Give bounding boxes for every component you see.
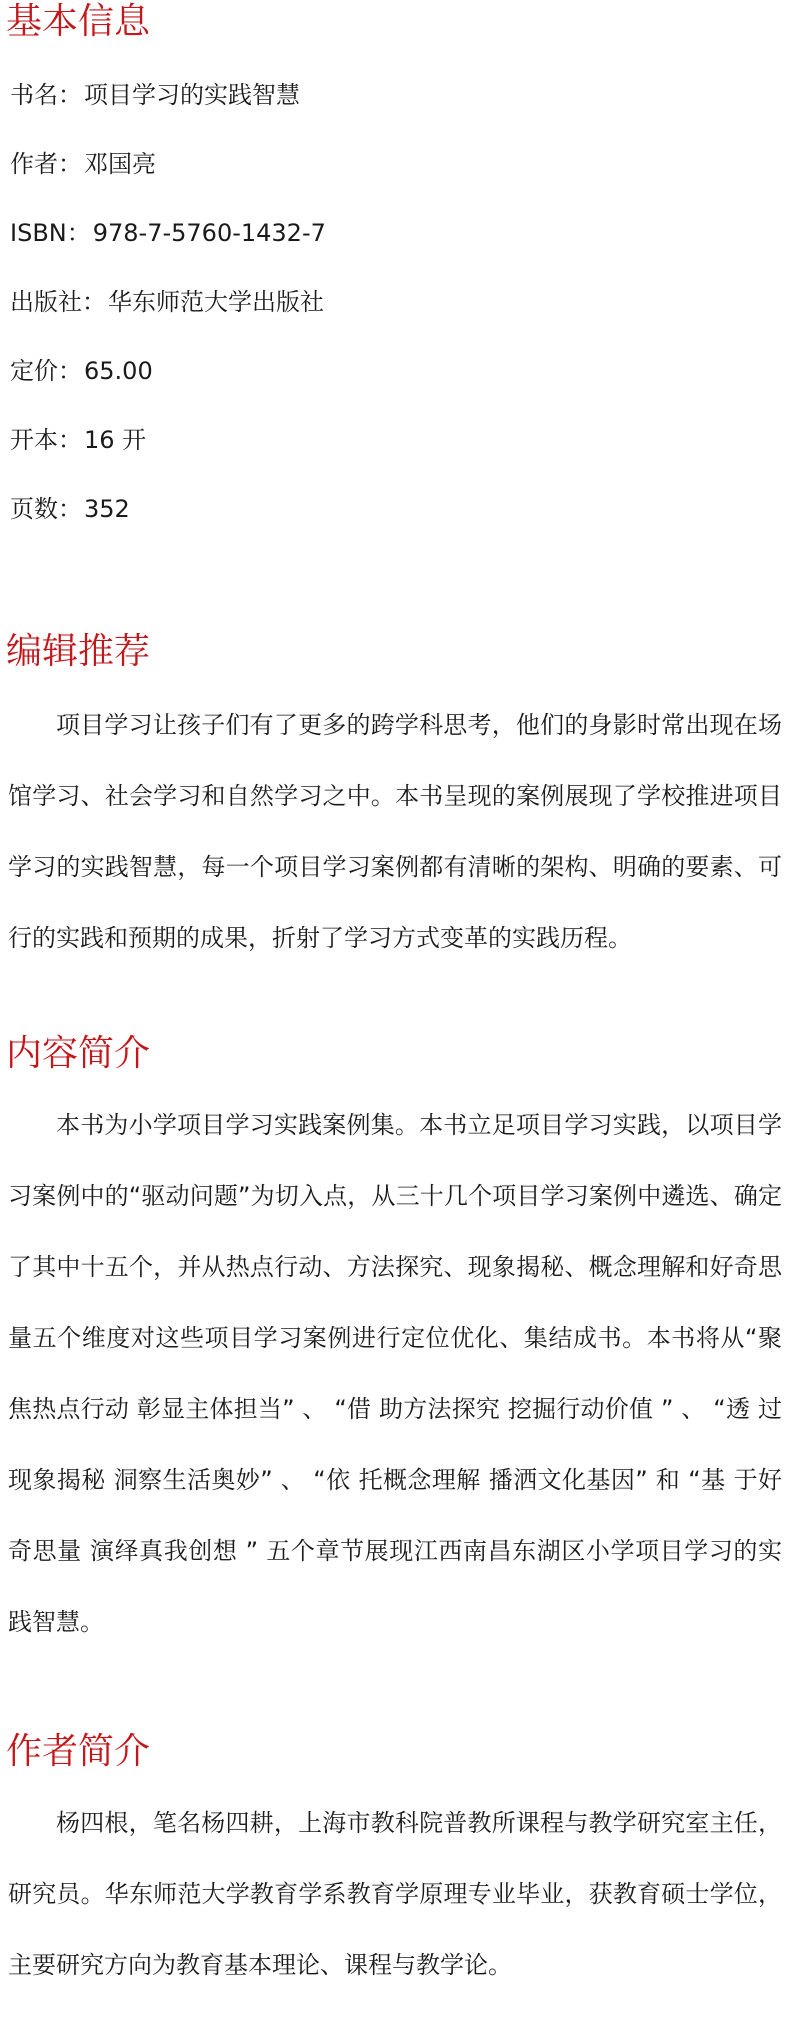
info-isbn-value: 978-7-5760-1432-7 — [92, 219, 326, 247]
author-intro-heading: 作者简介 — [6, 1731, 151, 1772]
info-author-label: 作者： — [10, 150, 82, 178]
info-title-line — [10, 80, 300, 110]
info-price-line — [10, 356, 153, 386]
editor-recommend-text: 项目学习让孩子们有了更多的跨学科思考，他们的身影时常出现在场馆学习、社会学习和自然学习之中。本书呈现的案例展现了学校推进项目学习的实践智慧，每一个项目学习案例都有清晰的架构、明确的要素、可行的实践和预期的成果，折射了学习方式变革的实践历程。 — [8, 711, 782, 952]
content-intro-heading: 内容简介 — [6, 1033, 151, 1074]
info-author-value: 邓国亮 — [84, 150, 156, 178]
info-pages-value: 352 — [84, 495, 130, 523]
info-format-label: 开本： — [10, 426, 82, 454]
info-author-line — [10, 149, 156, 179]
basic-info-heading: 基本信息 — [6, 1, 151, 42]
info-isbn-label: ISBN： — [10, 219, 91, 247]
content-intro-text: 本书为小学项目学习实践案例集。本书立足项目学习实践，以项目学习案例中的“驱动问题”为切入点，从三十几个项目学习案例中遴选、确定了其中十五个，并从热点行动、方法探究、现象揭秘、概念理解和好奇思量五个维度对这些项目学习案例进行定位优化、集结成书。本书将从“聚焦热点行动 彰显主体担当” 、 “借 助方法探究 挖掘行动价值 ” 、 “透 过现象揭秘 洞察生活奥妙” 、 “依 托概念理解 播洒文化基因” 和 “基 于好奇思量 演绎真我创想 ” 五个章节展现江西南昌东湖区小学项目学习的实践智慧。 — [8, 1111, 782, 1636]
editor-recommend-heading: 编辑推荐 — [6, 631, 151, 672]
info-title-value: 项目学习的实践智慧 — [84, 81, 300, 109]
info-isbn-line — [10, 218, 326, 248]
info-title-label: 书名： — [10, 81, 82, 109]
info-pages-line — [10, 494, 130, 524]
info-publisher-line — [10, 287, 324, 317]
info-format-value: 16 开 — [84, 426, 147, 454]
author-intro-text: 杨四根，笔名杨四耕，上海市教科院普教所课程与教学研究室主任，研究员。华东师范大学教育学系教育学原理专业毕业，获教育硕士学位，主要研究方向为教育基本理论、课程与教学论。 — [8, 1809, 782, 1979]
info-price-label: 定价： — [10, 357, 82, 385]
info-publisher-label: 出版社： — [10, 288, 106, 316]
info-publisher-value: 华东师范大学出版社 — [108, 288, 324, 316]
info-price-value: 65.00 — [84, 357, 153, 385]
info-pages-label: 页数： — [10, 495, 82, 523]
info-format-line — [10, 425, 146, 455]
